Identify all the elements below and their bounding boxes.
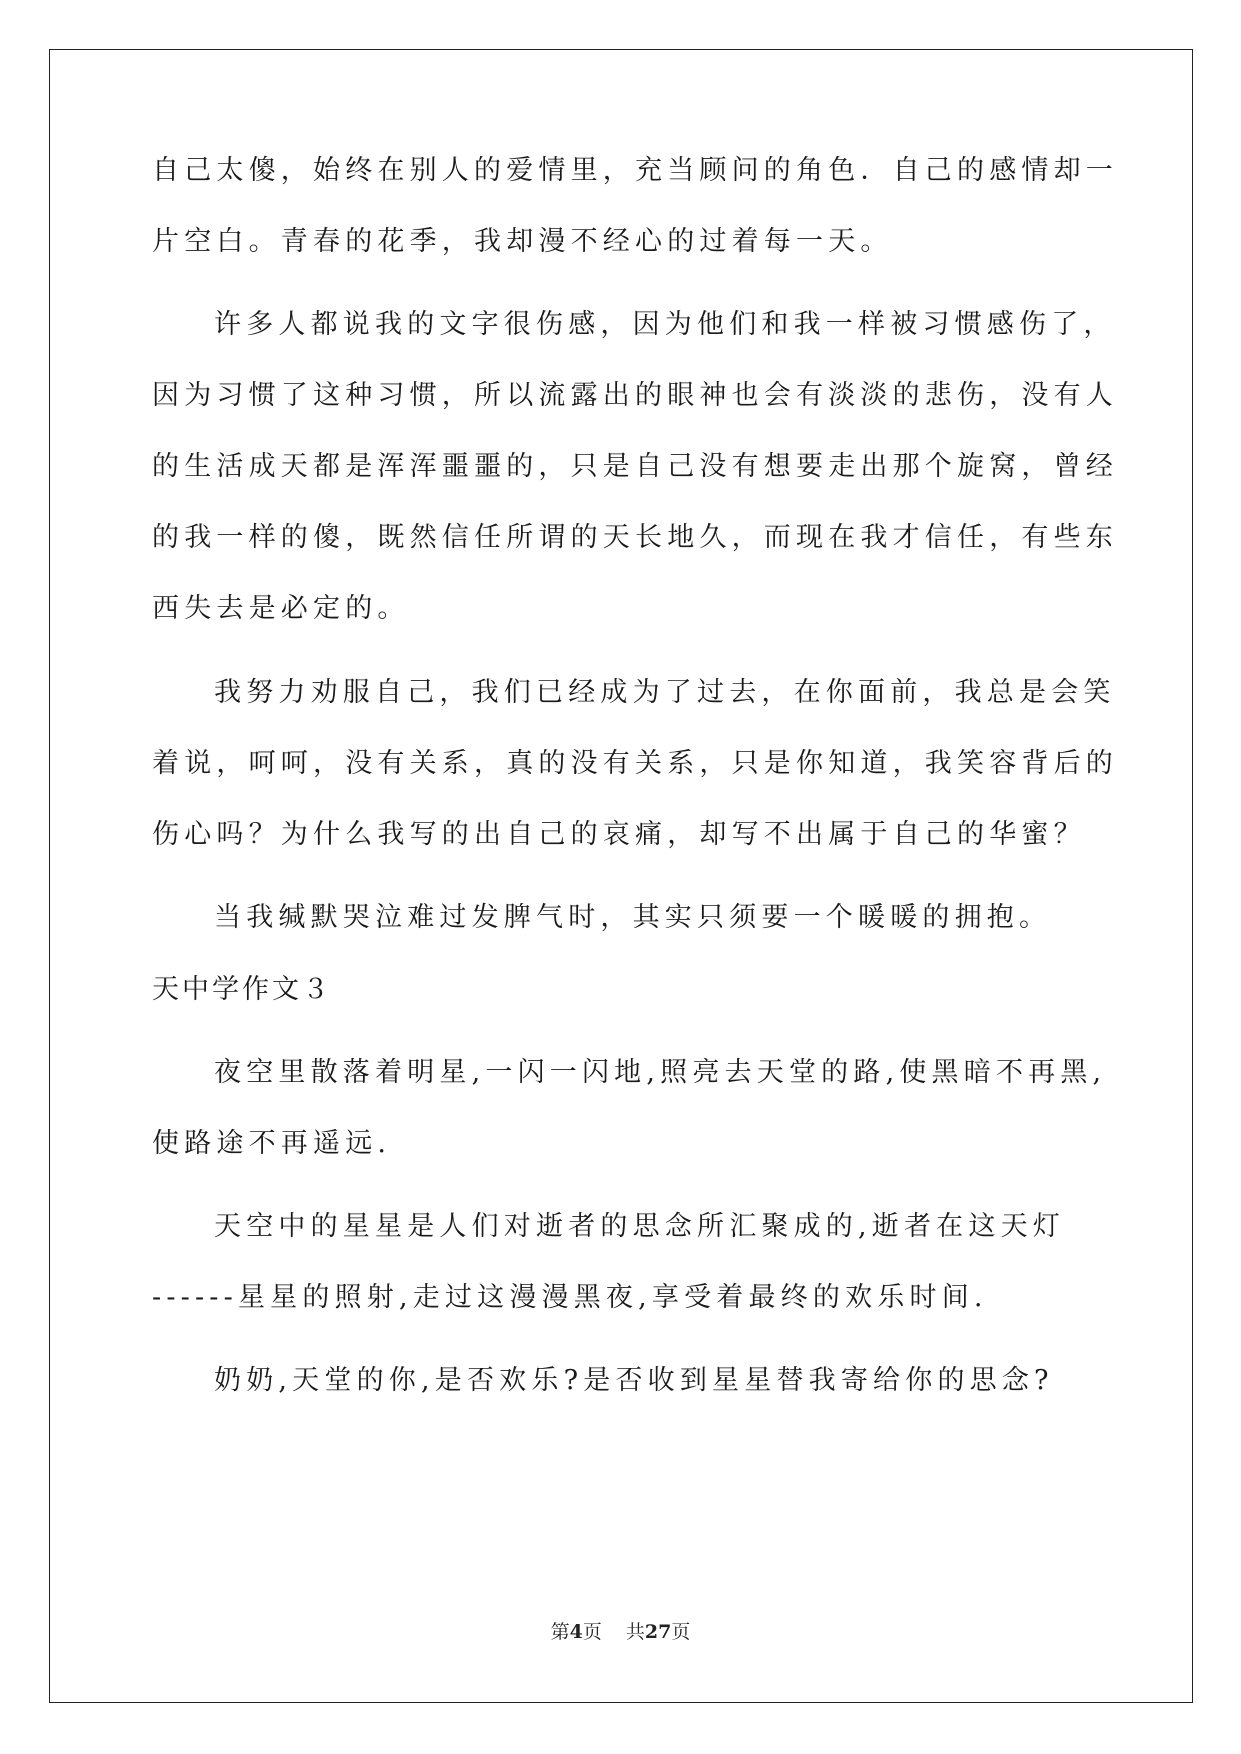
text-line: 因为习惯了这种习惯，所以流露出的眼神也会有淡淡的悲伤，没有人 [152, 380, 1118, 411]
text-line: 的我一样的傻，既然信任所谓的天长地久，而现在我才信任，有些东 [152, 522, 1118, 553]
text-line: ------星星的照射,走过这漫漫黑夜,享受着最终的欢乐时间. [152, 1282, 988, 1313]
paragraph-start: 许多人都说我的文字很伤感，因为他们和我一样被习惯感伤了， [214, 309, 1116, 340]
page-number: 4 [569, 1621, 583, 1643]
page-suffix: 页 [582, 1621, 602, 1643]
paragraph-start: 当我缄默哭泣难过发脾气时，其实只须要一个暖暖的拥抱。 [214, 902, 1052, 933]
text-line: 自己太傻，始终在别人的爱情里，充当顾问的角色．自己的感情却一 [152, 155, 1118, 186]
text-line: 西失去是必定的。 [152, 593, 410, 624]
paragraph-start: 奶奶,天堂的你,是否欢乐?是否收到星星替我寄给你的思念? [214, 1365, 1054, 1396]
section-heading: 天中学作文３ [152, 974, 332, 1005]
text-line: 伤心吗？为什么我写的出自己的哀痛，却写不出属于自己的华蜜？ [152, 819, 1086, 850]
paragraph-start: 天空中的星星是人们对逝者的思念所汇聚成的,逝者在这天灯 [214, 1211, 1065, 1242]
page-border [49, 49, 1193, 1703]
text-line: 着说，呵呵，没有关系，真的没有关系，只是你知道，我笑容背后的 [152, 748, 1118, 779]
text-line: 使路途不再遥远. [152, 1128, 392, 1159]
text-line: 片空白。青春的花季，我却漫不经心的过着每一天。 [152, 226, 893, 257]
page-footer [0, 1617, 1241, 1644]
page-prefix: 第 [550, 1621, 570, 1643]
paragraph-start: 夜空里散落着明星,一闪一闪地,照亮去天堂的路,使黑暗不再黑, [214, 1057, 1107, 1088]
text-line: 的生活成天都是浑浑噩噩的，只是自己没有想要走出那个旋窝，曾经 [152, 451, 1118, 482]
total-prefix: 共 [625, 1621, 645, 1643]
total-pages: 27 [644, 1621, 672, 1643]
total-suffix: 页 [671, 1621, 691, 1643]
paragraph-start: 我努力劝服自己，我们已经成为了过去，在你面前，我总是会笑 [214, 677, 1116, 708]
